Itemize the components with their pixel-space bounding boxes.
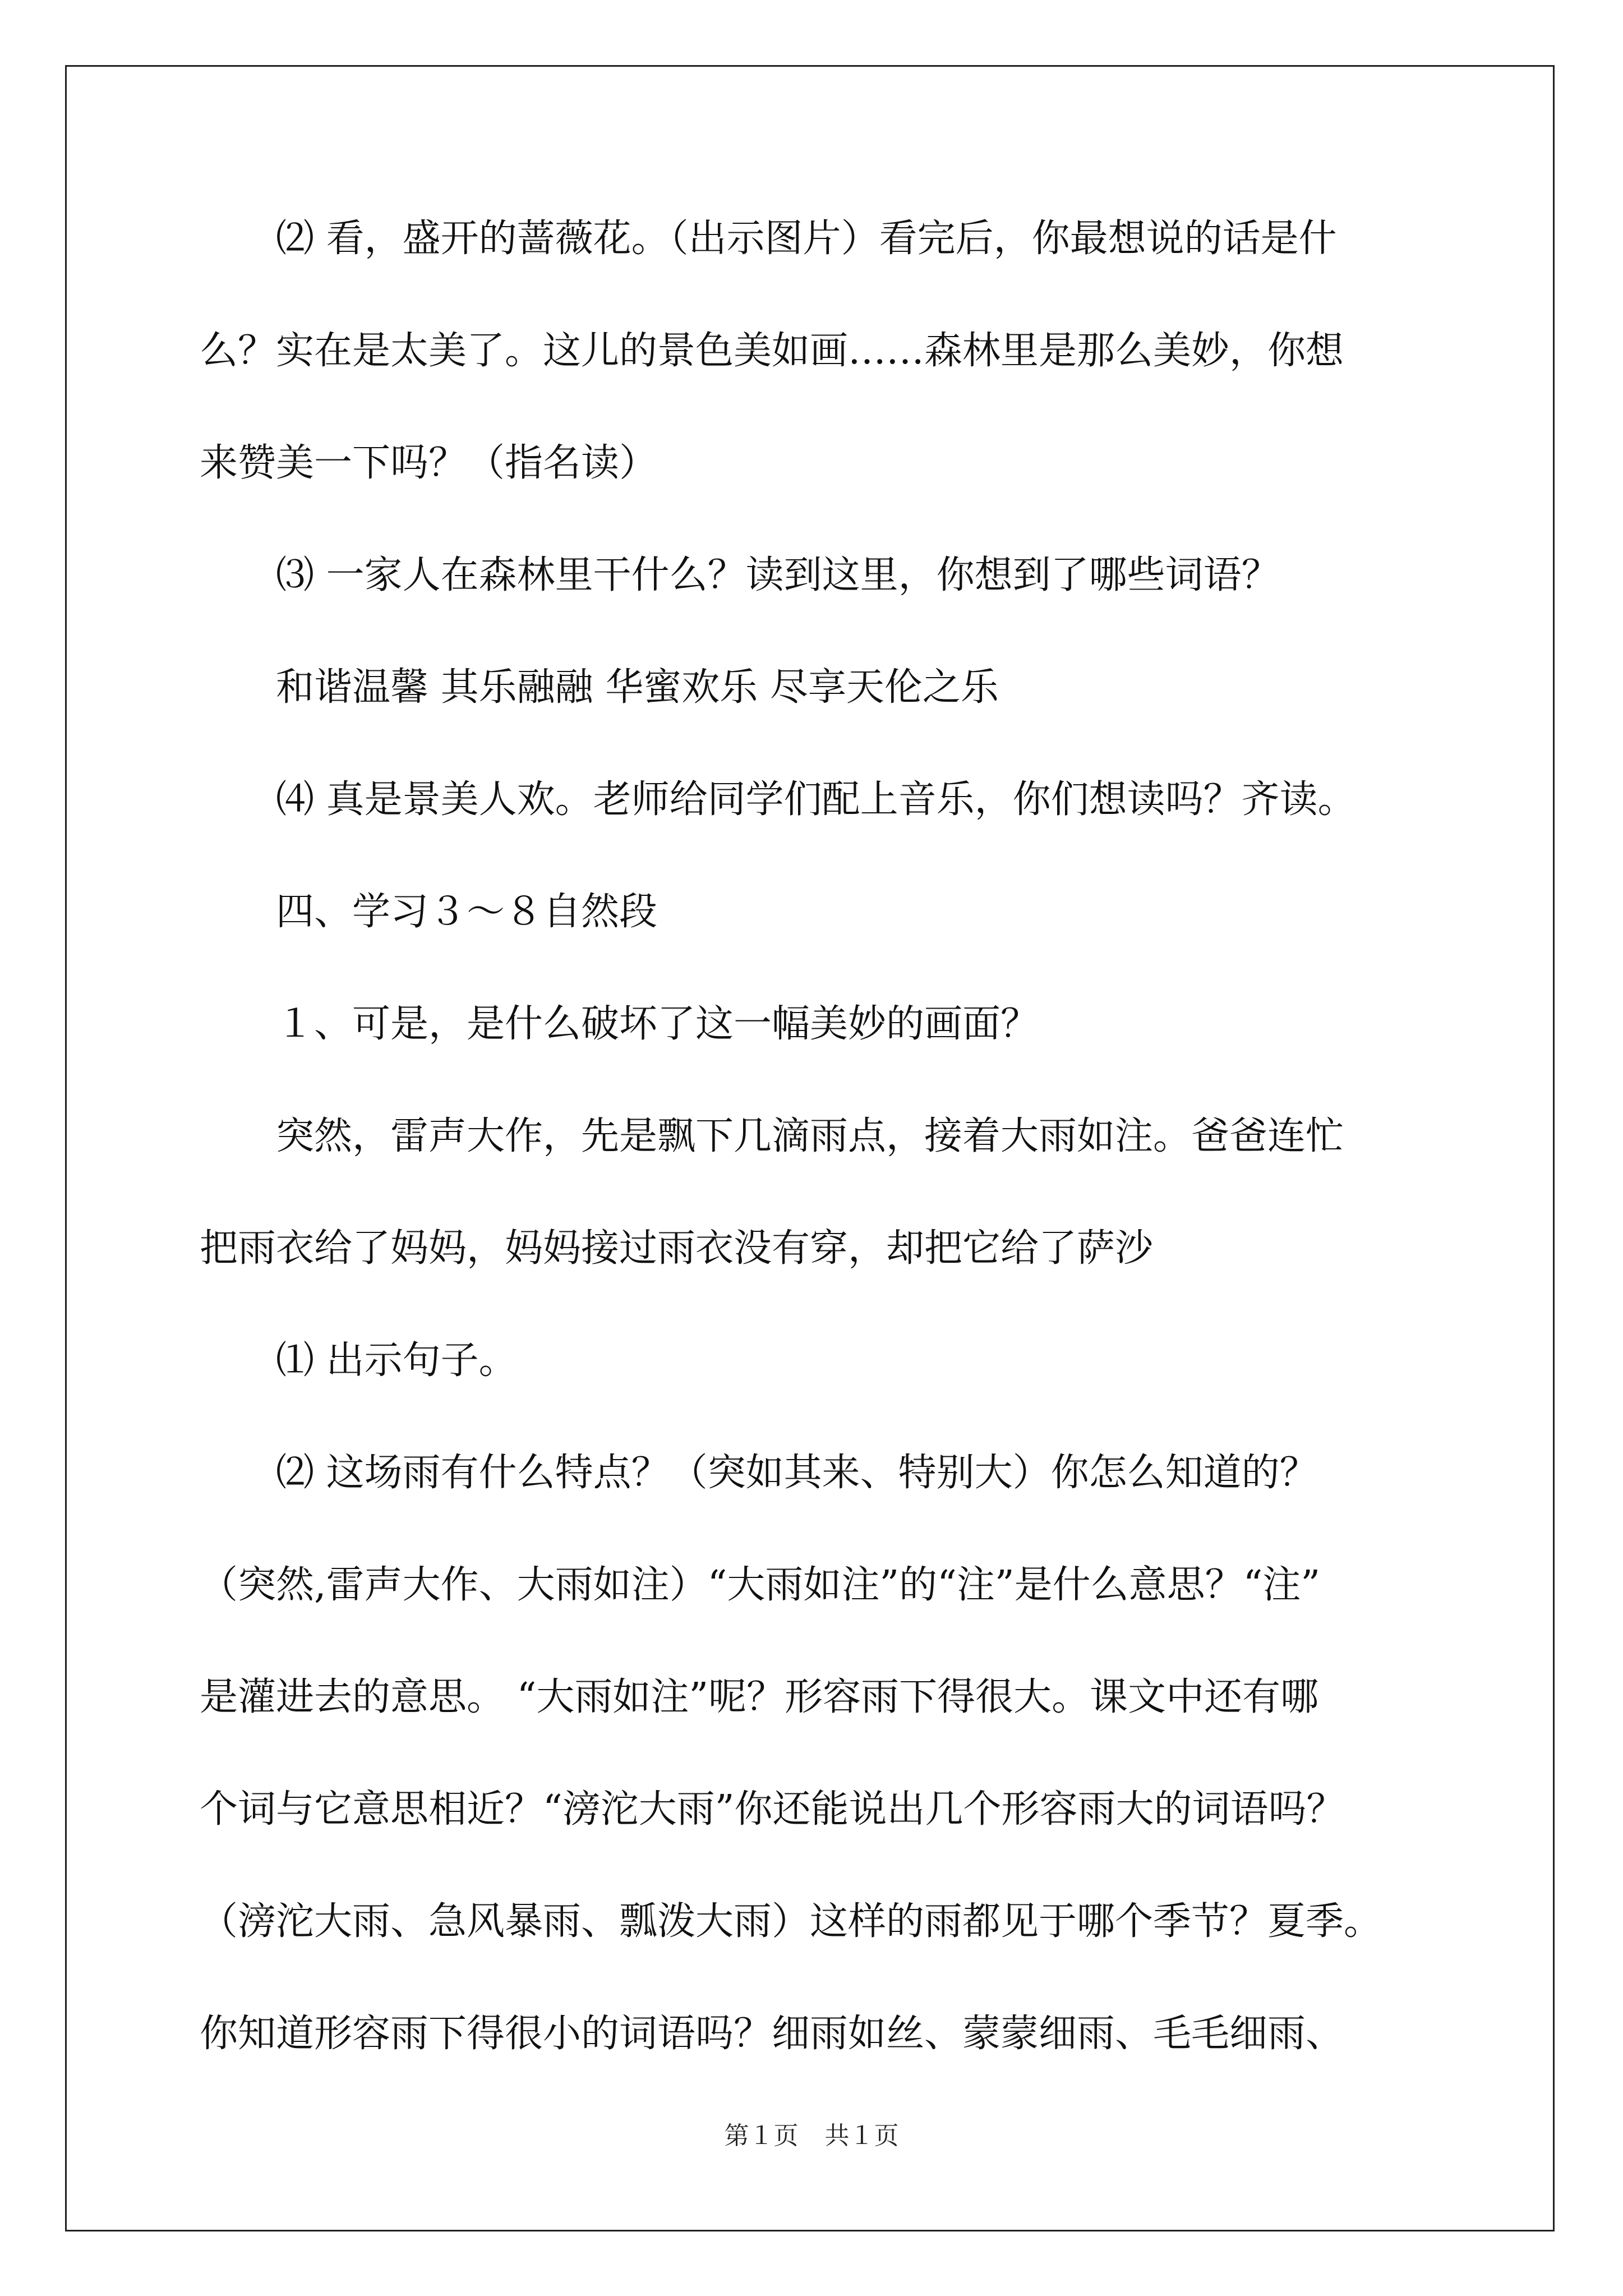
paragraph-line: ⑵ 看，盛开的蔷薇花。（出示图片）看完后，你最想说的话是什 xyxy=(276,217,1337,261)
paragraph-line: 你知道形容雨下得很小的词语吗？细雨如丝、蒙蒙细雨、毛毛细雨、 xyxy=(200,2012,1344,2056)
paragraph-line: 么？实在是太美了。这儿的景色美如画……森林里是那么美妙，你想 xyxy=(200,329,1344,373)
paragraph-line: 个词与它意思相近？“滂沱大雨”你还能说出几个形容雨大的词语吗？ xyxy=(200,1787,1345,1832)
paragraph-line: １、可是，是什么破坏了这一幅美妙的画面？ xyxy=(276,1002,1039,1046)
paragraph-line: 来赞美一下吗？（指名读） xyxy=(200,441,658,485)
paragraph-line: 和谐温馨 其乐融融 华蜜欢乐 尽享天伦之乐 xyxy=(276,665,999,710)
section-heading: 四、学习３～８自然段 xyxy=(276,890,658,934)
paragraph-line: ⑵ 这场雨有什么特点？（突如其来、特别大）你怎么知道的？ xyxy=(276,1451,1318,1495)
paragraph-line: 突然，雷声大作，先是飘下几滴雨点，接着大雨如注。爸爸连忙 xyxy=(276,1114,1344,1158)
page-footer xyxy=(0,2119,1623,2153)
page-number-total: 共１页 xyxy=(824,2122,899,2150)
paragraph-line: 把雨衣给了妈妈，妈妈接过雨衣没有穿，却把它给了萨沙 xyxy=(200,1226,1154,1271)
paragraph-line: 是灌进去的意思。 “大雨如注”呢？形容雨下得很大。课文中还有哪 xyxy=(200,1675,1319,1719)
paragraph-line: ⑴ 出示句子。 xyxy=(276,1338,517,1383)
paragraph-line: （突然,雷声大作、大雨如注）“大雨如注”的“注”是什么意思？“注” xyxy=(200,1563,1321,1607)
document-body xyxy=(200,211,1431,2118)
page-number-current: 第１页 xyxy=(724,2122,799,2150)
paragraph-line: （滂沱大雨、急风暴雨、瓢泼大雨）这样的雨都见于哪个季节？夏季。 xyxy=(200,1899,1382,1944)
paragraph-line: ⑷ 真是景美人欢。老师给同学们配上音乐，你们想读吗？齐读。 xyxy=(276,777,1356,822)
paragraph-line: ⑶ 一家人在森林里干什么？读到这里，你想到了哪些词语？ xyxy=(276,553,1280,597)
